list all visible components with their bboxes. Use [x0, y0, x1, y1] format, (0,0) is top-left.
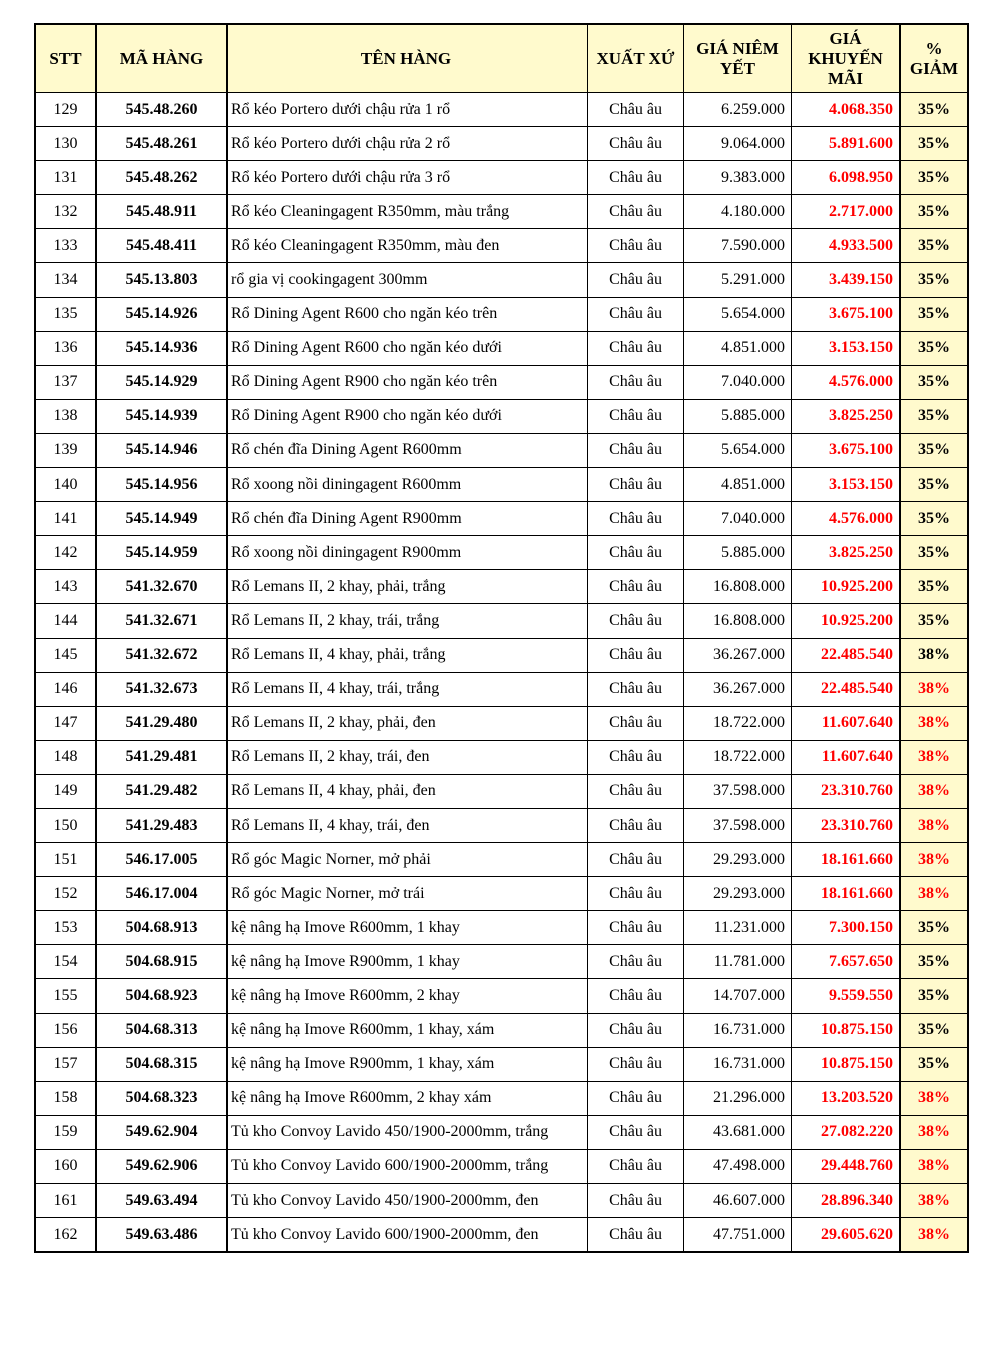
cell-ten-hang: Rổ kéo Portero dưới chậu rửa 2 rổ [227, 127, 588, 161]
cell-gia-khuyen-mai: 4.068.350 [792, 93, 901, 127]
table-row [35, 297, 968, 331]
cell-ma-hang: 541.32.672 [96, 638, 227, 672]
cell-phan-tram-giam: 35% [900, 365, 968, 399]
cell-stt: 136 [35, 331, 96, 365]
cell-phan-tram-giam: 35% [900, 297, 968, 331]
cell-stt: 161 [35, 1184, 96, 1218]
table-row [35, 229, 968, 263]
cell-phan-tram-giam: 38% [900, 1184, 968, 1218]
price-list-table [34, 23, 969, 1253]
cell-ma-hang: 545.48.262 [96, 161, 227, 195]
cell-ma-hang: 541.29.481 [96, 740, 227, 774]
cell-phan-tram-giam: 35% [900, 911, 968, 945]
cell-gia-khuyen-mai: 29.448.760 [792, 1149, 901, 1183]
cell-gia-khuyen-mai: 3.675.100 [792, 433, 901, 467]
cell-phan-tram-giam: 35% [900, 468, 968, 502]
cell-xuat-xu: Châu âu [588, 93, 684, 127]
cell-gia-niem-yet: 29.293.000 [684, 843, 792, 877]
cell-gia-niem-yet: 7.040.000 [684, 502, 792, 536]
cell-stt: 130 [35, 127, 96, 161]
cell-xuat-xu: Châu âu [588, 297, 684, 331]
table-row [35, 979, 968, 1013]
cell-stt: 151 [35, 843, 96, 877]
cell-phan-tram-giam: 38% [900, 706, 968, 740]
cell-gia-niem-yet: 9.383.000 [684, 161, 792, 195]
cell-stt: 137 [35, 365, 96, 399]
cell-gia-niem-yet: 5.885.000 [684, 399, 792, 433]
table-row [35, 1149, 968, 1183]
cell-gia-khuyen-mai: 6.098.950 [792, 161, 901, 195]
cell-ma-hang: 504.68.315 [96, 1047, 227, 1081]
cell-stt: 162 [35, 1218, 96, 1253]
cell-phan-tram-giam: 35% [900, 127, 968, 161]
cell-stt: 133 [35, 229, 96, 263]
cell-phan-tram-giam: 38% [900, 877, 968, 911]
table-row [35, 808, 968, 842]
cell-ten-hang: Rổ kéo Cleaningagent R350mm, màu trắng [227, 195, 588, 229]
cell-gia-niem-yet: 6.259.000 [684, 93, 792, 127]
cell-phan-tram-giam: 38% [900, 1218, 968, 1253]
cell-gia-khuyen-mai: 9.559.550 [792, 979, 901, 1013]
cell-xuat-xu: Châu âu [588, 229, 684, 263]
cell-phan-tram-giam: 35% [900, 433, 968, 467]
cell-gia-khuyen-mai: 11.607.640 [792, 740, 901, 774]
cell-ma-hang: 545.14.946 [96, 433, 227, 467]
cell-ten-hang: Rổ chén đĩa Dining Agent R900mm [227, 502, 588, 536]
cell-xuat-xu: Châu âu [588, 1013, 684, 1047]
cell-gia-khuyen-mai: 3.439.150 [792, 263, 901, 297]
cell-gia-khuyen-mai: 7.657.650 [792, 945, 901, 979]
cell-phan-tram-giam: 35% [900, 93, 968, 127]
cell-phan-tram-giam: 35% [900, 1047, 968, 1081]
cell-gia-niem-yet: 16.731.000 [684, 1047, 792, 1081]
cell-xuat-xu: Châu âu [588, 536, 684, 570]
cell-ten-hang: Tủ kho Convoy Lavido 450/1900-2000mm, đen [227, 1184, 588, 1218]
cell-gia-niem-yet: 29.293.000 [684, 877, 792, 911]
table-row [35, 740, 968, 774]
cell-ten-hang: Tủ kho Convoy Lavido 450/1900-2000mm, trắng [227, 1115, 588, 1149]
cell-phan-tram-giam: 35% [900, 161, 968, 195]
cell-gia-khuyen-mai: 2.717.000 [792, 195, 901, 229]
cell-gia-khuyen-mai: 10.875.150 [792, 1013, 901, 1047]
table-row [35, 1081, 968, 1115]
cell-ma-hang: 545.14.959 [96, 536, 227, 570]
cell-xuat-xu: Châu âu [588, 740, 684, 774]
header-ten-hang: TÊN HÀNG [227, 24, 588, 93]
cell-gia-khuyen-mai: 3.153.150 [792, 468, 901, 502]
cell-gia-niem-yet: 36.267.000 [684, 638, 792, 672]
table-row [35, 536, 968, 570]
cell-ten-hang: kệ nâng hạ Imove R600mm, 2 khay [227, 979, 588, 1013]
cell-gia-khuyen-mai: 3.825.250 [792, 399, 901, 433]
cell-ten-hang: kệ nâng hạ Imove R600mm, 1 khay, xám [227, 1013, 588, 1047]
cell-ma-hang: 545.14.949 [96, 502, 227, 536]
cell-gia-niem-yet: 36.267.000 [684, 672, 792, 706]
cell-gia-niem-yet: 47.498.000 [684, 1149, 792, 1183]
table-row [35, 570, 968, 604]
cell-ten-hang: kệ nâng hạ Imove R900mm, 1 khay [227, 945, 588, 979]
header-ma-hang: MÃ HÀNG [96, 24, 227, 93]
cell-ten-hang: Rổ Lemans II, 2 khay, trái, đen [227, 740, 588, 774]
cell-phan-tram-giam: 35% [900, 945, 968, 979]
table-row [35, 638, 968, 672]
cell-gia-khuyen-mai: 29.605.620 [792, 1218, 901, 1253]
cell-xuat-xu: Châu âu [588, 1149, 684, 1183]
cell-stt: 131 [35, 161, 96, 195]
cell-ten-hang: kệ nâng hạ Imove R600mm, 1 khay [227, 911, 588, 945]
cell-stt: 150 [35, 808, 96, 842]
cell-ten-hang: Rổ góc Magic Norner, mở phải [227, 843, 588, 877]
cell-ma-hang: 541.29.482 [96, 774, 227, 808]
table-row [35, 877, 968, 911]
cell-phan-tram-giam: 35% [900, 399, 968, 433]
cell-ma-hang: 545.14.956 [96, 468, 227, 502]
cell-stt: 158 [35, 1081, 96, 1115]
cell-gia-niem-yet: 37.598.000 [684, 808, 792, 842]
table-row [35, 127, 968, 161]
cell-phan-tram-giam: 35% [900, 1013, 968, 1047]
table-row [35, 433, 968, 467]
cell-gia-niem-yet: 9.064.000 [684, 127, 792, 161]
cell-gia-niem-yet: 16.731.000 [684, 1013, 792, 1047]
cell-ma-hang: 549.63.494 [96, 1184, 227, 1218]
table-row [35, 672, 968, 706]
cell-ten-hang: Rổ Lemans II, 2 khay, phải, đen [227, 706, 588, 740]
cell-xuat-xu: Châu âu [588, 1115, 684, 1149]
header-stt: STT [35, 24, 96, 93]
cell-xuat-xu: Châu âu [588, 1081, 684, 1115]
cell-ten-hang: Rổ xoong nồi diningagent R600mm [227, 468, 588, 502]
cell-phan-tram-giam: 38% [900, 1115, 968, 1149]
cell-stt: 132 [35, 195, 96, 229]
cell-gia-niem-yet: 5.654.000 [684, 297, 792, 331]
cell-gia-khuyen-mai: 10.925.200 [792, 570, 901, 604]
cell-phan-tram-giam: 38% [900, 740, 968, 774]
cell-gia-khuyen-mai: 22.485.540 [792, 672, 901, 706]
cell-ma-hang: 504.68.313 [96, 1013, 227, 1047]
cell-ten-hang: Rổ Lemans II, 4 khay, phải, đen [227, 774, 588, 808]
cell-ten-hang: Rổ kéo Cleaningagent R350mm, màu đen [227, 229, 588, 263]
cell-ten-hang: Rổ Dining Agent R900 cho ngăn kéo trên [227, 365, 588, 399]
cell-phan-tram-giam: 35% [900, 979, 968, 1013]
cell-gia-niem-yet: 46.607.000 [684, 1184, 792, 1218]
header-gia-khuyen-mai: GIÁ KHUYẾN MÃI [792, 24, 901, 93]
cell-gia-niem-yet: 5.291.000 [684, 263, 792, 297]
cell-stt: 148 [35, 740, 96, 774]
table-row [35, 263, 968, 297]
cell-phan-tram-giam: 35% [900, 195, 968, 229]
cell-gia-khuyen-mai: 5.891.600 [792, 127, 901, 161]
cell-gia-niem-yet: 7.590.000 [684, 229, 792, 263]
cell-xuat-xu: Châu âu [588, 127, 684, 161]
cell-stt: 139 [35, 433, 96, 467]
cell-phan-tram-giam: 35% [900, 536, 968, 570]
cell-gia-khuyen-mai: 13.203.520 [792, 1081, 901, 1115]
cell-ma-hang: 541.29.483 [96, 808, 227, 842]
cell-ten-hang: Rổ Lemans II, 4 khay, trái, đen [227, 808, 588, 842]
cell-gia-niem-yet: 18.722.000 [684, 706, 792, 740]
cell-phan-tram-giam: 35% [900, 570, 968, 604]
cell-stt: 157 [35, 1047, 96, 1081]
cell-ten-hang: Rổ xoong nồi diningagent R900mm [227, 536, 588, 570]
cell-stt: 140 [35, 468, 96, 502]
cell-xuat-xu: Châu âu [588, 843, 684, 877]
cell-xuat-xu: Châu âu [588, 672, 684, 706]
table-header [35, 24, 968, 93]
cell-ma-hang: 545.48.911 [96, 195, 227, 229]
cell-ma-hang: 545.13.803 [96, 263, 227, 297]
cell-phan-tram-giam: 38% [900, 1081, 968, 1115]
table-row [35, 843, 968, 877]
cell-gia-niem-yet: 4.180.000 [684, 195, 792, 229]
cell-ma-hang: 549.62.904 [96, 1115, 227, 1149]
cell-stt: 144 [35, 604, 96, 638]
cell-gia-niem-yet: 11.781.000 [684, 945, 792, 979]
cell-gia-niem-yet: 4.851.000 [684, 331, 792, 365]
cell-gia-niem-yet: 47.751.000 [684, 1218, 792, 1253]
cell-ten-hang: Rổ kéo Portero dưới chậu rửa 1 rổ [227, 93, 588, 127]
cell-ten-hang: Tủ kho Convoy Lavido 600/1900-2000mm, trắng [227, 1149, 588, 1183]
cell-xuat-xu: Châu âu [588, 399, 684, 433]
cell-ma-hang: 541.32.670 [96, 570, 227, 604]
header-phan-tram-giam: % GIẢM [900, 24, 968, 93]
cell-gia-niem-yet: 37.598.000 [684, 774, 792, 808]
cell-ten-hang: Rổ chén đĩa Dining Agent R600mm [227, 433, 588, 467]
cell-ten-hang: kệ nâng hạ Imove R900mm, 1 khay, xám [227, 1047, 588, 1081]
table-row [35, 399, 968, 433]
cell-xuat-xu: Châu âu [588, 1218, 684, 1253]
cell-ma-hang: 546.17.005 [96, 843, 227, 877]
cell-xuat-xu: Châu âu [588, 331, 684, 365]
cell-gia-niem-yet: 14.707.000 [684, 979, 792, 1013]
cell-gia-niem-yet: 43.681.000 [684, 1115, 792, 1149]
cell-ten-hang: Rổ kéo Portero dưới chậu rửa 3 rổ [227, 161, 588, 195]
cell-xuat-xu: Châu âu [588, 945, 684, 979]
cell-phan-tram-giam: 38% [900, 774, 968, 808]
cell-xuat-xu: Châu âu [588, 468, 684, 502]
cell-xuat-xu: Châu âu [588, 706, 684, 740]
cell-xuat-xu: Châu âu [588, 502, 684, 536]
cell-phan-tram-giam: 35% [900, 604, 968, 638]
cell-ma-hang: 545.48.260 [96, 93, 227, 127]
cell-ma-hang: 541.32.673 [96, 672, 227, 706]
cell-ten-hang: Rổ góc Magic Norner, mở trái [227, 877, 588, 911]
cell-gia-khuyen-mai: 18.161.660 [792, 843, 901, 877]
cell-gia-niem-yet: 16.808.000 [684, 604, 792, 638]
cell-phan-tram-giam: 35% [900, 263, 968, 297]
cell-ma-hang: 504.68.923 [96, 979, 227, 1013]
cell-ma-hang: 545.14.926 [96, 297, 227, 331]
cell-gia-khuyen-mai: 10.925.200 [792, 604, 901, 638]
cell-gia-niem-yet: 5.654.000 [684, 433, 792, 467]
cell-gia-khuyen-mai: 7.300.150 [792, 911, 901, 945]
cell-gia-khuyen-mai: 23.310.760 [792, 808, 901, 842]
cell-phan-tram-giam: 35% [900, 331, 968, 365]
table-row [35, 911, 968, 945]
cell-ten-hang: Tủ kho Convoy Lavido 600/1900-2000mm, đen [227, 1218, 588, 1253]
cell-gia-khuyen-mai: 3.825.250 [792, 536, 901, 570]
cell-ten-hang: Rổ Dining Agent R600 cho ngăn kéo trên [227, 297, 588, 331]
cell-xuat-xu: Châu âu [588, 808, 684, 842]
table-row [35, 706, 968, 740]
cell-ma-hang: 504.68.323 [96, 1081, 227, 1115]
cell-gia-khuyen-mai: 10.875.150 [792, 1047, 901, 1081]
cell-stt: 155 [35, 979, 96, 1013]
cell-phan-tram-giam: 35% [900, 229, 968, 263]
cell-xuat-xu: Châu âu [588, 1184, 684, 1218]
cell-ma-hang: 504.68.915 [96, 945, 227, 979]
cell-stt: 160 [35, 1149, 96, 1183]
cell-gia-niem-yet: 11.231.000 [684, 911, 792, 945]
table-row [35, 1218, 968, 1253]
cell-stt: 129 [35, 93, 96, 127]
cell-phan-tram-giam: 38% [900, 808, 968, 842]
table-row [35, 161, 968, 195]
cell-stt: 153 [35, 911, 96, 945]
cell-xuat-xu: Châu âu [588, 161, 684, 195]
cell-gia-khuyen-mai: 28.896.340 [792, 1184, 901, 1218]
cell-ma-hang: 549.63.486 [96, 1218, 227, 1253]
table-row [35, 1047, 968, 1081]
table-row [35, 774, 968, 808]
cell-ten-hang: Rổ Dining Agent R600 cho ngăn kéo dưới [227, 331, 588, 365]
header-xuat-xu: XUẤT XỨ [588, 24, 684, 93]
cell-phan-tram-giam: 38% [900, 638, 968, 672]
cell-gia-khuyen-mai: 22.485.540 [792, 638, 901, 672]
cell-stt: 146 [35, 672, 96, 706]
table-row [35, 1184, 968, 1218]
cell-stt: 152 [35, 877, 96, 911]
cell-xuat-xu: Châu âu [588, 774, 684, 808]
cell-stt: 141 [35, 502, 96, 536]
table-row [35, 195, 968, 229]
cell-stt: 145 [35, 638, 96, 672]
cell-stt: 149 [35, 774, 96, 808]
cell-ten-hang: kệ nâng hạ Imove R600mm, 2 khay xám [227, 1081, 588, 1115]
cell-ten-hang: Rổ Dining Agent R900 cho ngăn kéo dưới [227, 399, 588, 433]
cell-stt: 159 [35, 1115, 96, 1149]
cell-stt: 156 [35, 1013, 96, 1047]
cell-gia-khuyen-mai: 27.082.220 [792, 1115, 901, 1149]
cell-gia-niem-yet: 21.296.000 [684, 1081, 792, 1115]
table-row [35, 468, 968, 502]
cell-stt: 142 [35, 536, 96, 570]
cell-stt: 135 [35, 297, 96, 331]
cell-gia-niem-yet: 16.808.000 [684, 570, 792, 604]
cell-gia-khuyen-mai: 4.933.500 [792, 229, 901, 263]
cell-gia-khuyen-mai: 18.161.660 [792, 877, 901, 911]
cell-ma-hang: 541.32.671 [96, 604, 227, 638]
cell-ma-hang: 541.29.480 [96, 706, 227, 740]
table-row [35, 365, 968, 399]
cell-xuat-xu: Châu âu [588, 911, 684, 945]
cell-ma-hang: 545.14.939 [96, 399, 227, 433]
table-row [35, 1013, 968, 1047]
cell-ma-hang: 504.68.913 [96, 911, 227, 945]
cell-stt: 147 [35, 706, 96, 740]
table-row [35, 502, 968, 536]
cell-xuat-xu: Châu âu [588, 638, 684, 672]
cell-phan-tram-giam: 38% [900, 1149, 968, 1183]
cell-phan-tram-giam: 38% [900, 672, 968, 706]
cell-ma-hang: 549.62.906 [96, 1149, 227, 1183]
cell-gia-khuyen-mai: 3.675.100 [792, 297, 901, 331]
cell-xuat-xu: Châu âu [588, 604, 684, 638]
cell-xuat-xu: Châu âu [588, 877, 684, 911]
table-row [35, 604, 968, 638]
cell-xuat-xu: Châu âu [588, 195, 684, 229]
cell-stt: 134 [35, 263, 96, 297]
cell-gia-khuyen-mai: 4.576.000 [792, 365, 901, 399]
cell-gia-niem-yet: 5.885.000 [684, 536, 792, 570]
header-gia-niem-yet: GIÁ NIÊM YẾT [684, 24, 792, 93]
table-row [35, 331, 968, 365]
cell-ten-hang: Rổ Lemans II, 2 khay, phải, trắng [227, 570, 588, 604]
cell-xuat-xu: Châu âu [588, 979, 684, 1013]
cell-ten-hang: Rổ Lemans II, 4 khay, trái, trắng [227, 672, 588, 706]
cell-xuat-xu: Châu âu [588, 365, 684, 399]
cell-gia-niem-yet: 18.722.000 [684, 740, 792, 774]
cell-xuat-xu: Châu âu [588, 263, 684, 297]
cell-ma-hang: 545.14.936 [96, 331, 227, 365]
cell-stt: 138 [35, 399, 96, 433]
cell-gia-khuyen-mai: 23.310.760 [792, 774, 901, 808]
header-row [35, 24, 968, 93]
cell-phan-tram-giam: 38% [900, 843, 968, 877]
cell-stt: 154 [35, 945, 96, 979]
cell-gia-khuyen-mai: 4.576.000 [792, 502, 901, 536]
table-body [35, 93, 968, 1253]
table-row [35, 93, 968, 127]
cell-ma-hang: 545.48.411 [96, 229, 227, 263]
cell-ma-hang: 545.48.261 [96, 127, 227, 161]
cell-ma-hang: 546.17.004 [96, 877, 227, 911]
cell-gia-khuyen-mai: 11.607.640 [792, 706, 901, 740]
cell-xuat-xu: Châu âu [588, 433, 684, 467]
cell-ten-hang: Rổ Lemans II, 4 khay, phải, trắng [227, 638, 588, 672]
cell-xuat-xu: Châu âu [588, 570, 684, 604]
cell-ten-hang: rổ gia vị cookingagent 300mm [227, 263, 588, 297]
table-row [35, 945, 968, 979]
cell-gia-khuyen-mai: 3.153.150 [792, 331, 901, 365]
cell-xuat-xu: Châu âu [588, 1047, 684, 1081]
cell-stt: 143 [35, 570, 96, 604]
table-row [35, 1115, 968, 1149]
cell-gia-niem-yet: 4.851.000 [684, 468, 792, 502]
cell-phan-tram-giam: 35% [900, 502, 968, 536]
cell-ma-hang: 545.14.929 [96, 365, 227, 399]
cell-ten-hang: Rổ Lemans II, 2 khay, trái, trắng [227, 604, 588, 638]
cell-gia-niem-yet: 7.040.000 [684, 365, 792, 399]
